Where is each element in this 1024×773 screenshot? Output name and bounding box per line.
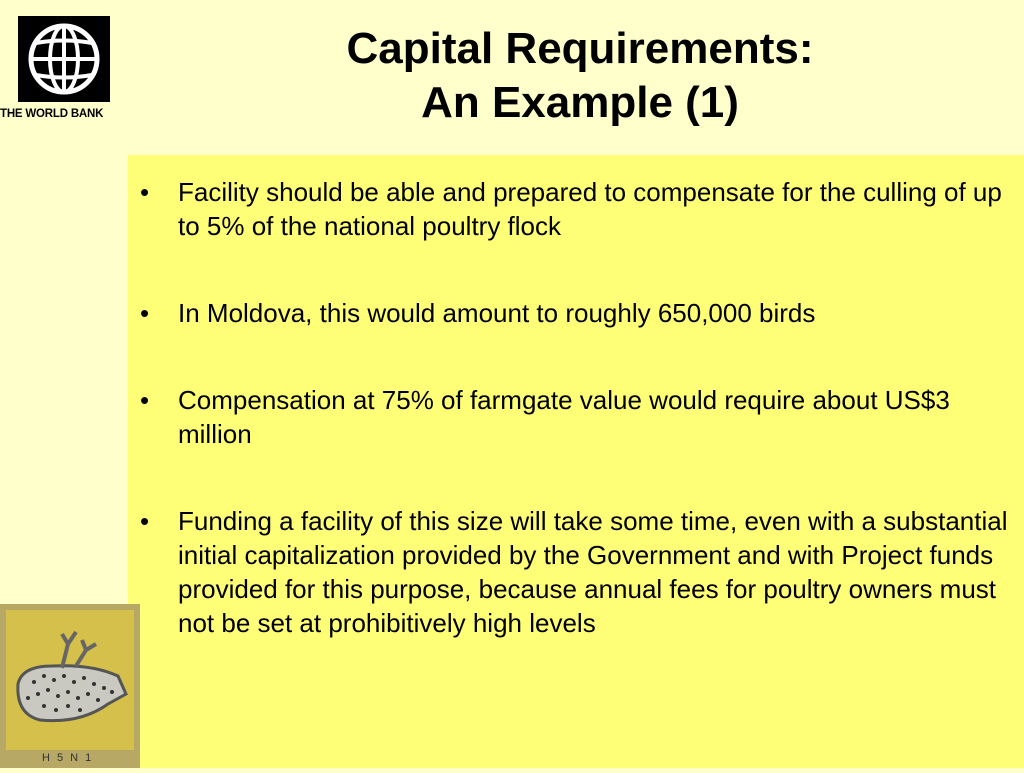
bullet-text: Funding a facility of this size will take some time, even with a substantial initial capitalization provided by the Government and with Project funds provided for this purpose, because annual fees for poultry owners must not be set at prohibitively high levels <box>178 506 1008 638</box>
h5n1-bird-image <box>0 604 140 768</box>
bullet-dot: • <box>140 298 150 328</box>
logo-text: THE WORLD BANK <box>0 108 104 120</box>
slide-title <box>140 22 1020 130</box>
globe-icon <box>18 16 110 102</box>
bullet-dot: • <box>140 506 150 536</box>
bullet-text: Compensation at 75% of farmgate value would require about US$3 million <box>178 385 950 449</box>
title-line-2: An Example (1) <box>421 78 739 127</box>
image-caption: H 5 N 1 <box>42 752 94 764</box>
bullet-dot: • <box>140 385 150 415</box>
content-panel <box>128 155 1024 768</box>
bullet-item <box>128 383 1018 451</box>
bullet-item <box>128 296 1018 330</box>
bullet-dot: • <box>140 177 150 207</box>
world-bank-logo <box>18 16 110 102</box>
bullet-text: Facility should be able and prepared to compensate for the culling of up to 5% of the national poultry flock <box>178 177 1002 241</box>
bullet-text: In Moldova, this would amount to roughly 650,000 birds <box>178 298 816 328</box>
bullet-list <box>128 175 1018 693</box>
title-line-1: Capital Requirements: <box>346 24 814 73</box>
bullet-item <box>128 504 1018 640</box>
bullet-item <box>128 175 1018 243</box>
